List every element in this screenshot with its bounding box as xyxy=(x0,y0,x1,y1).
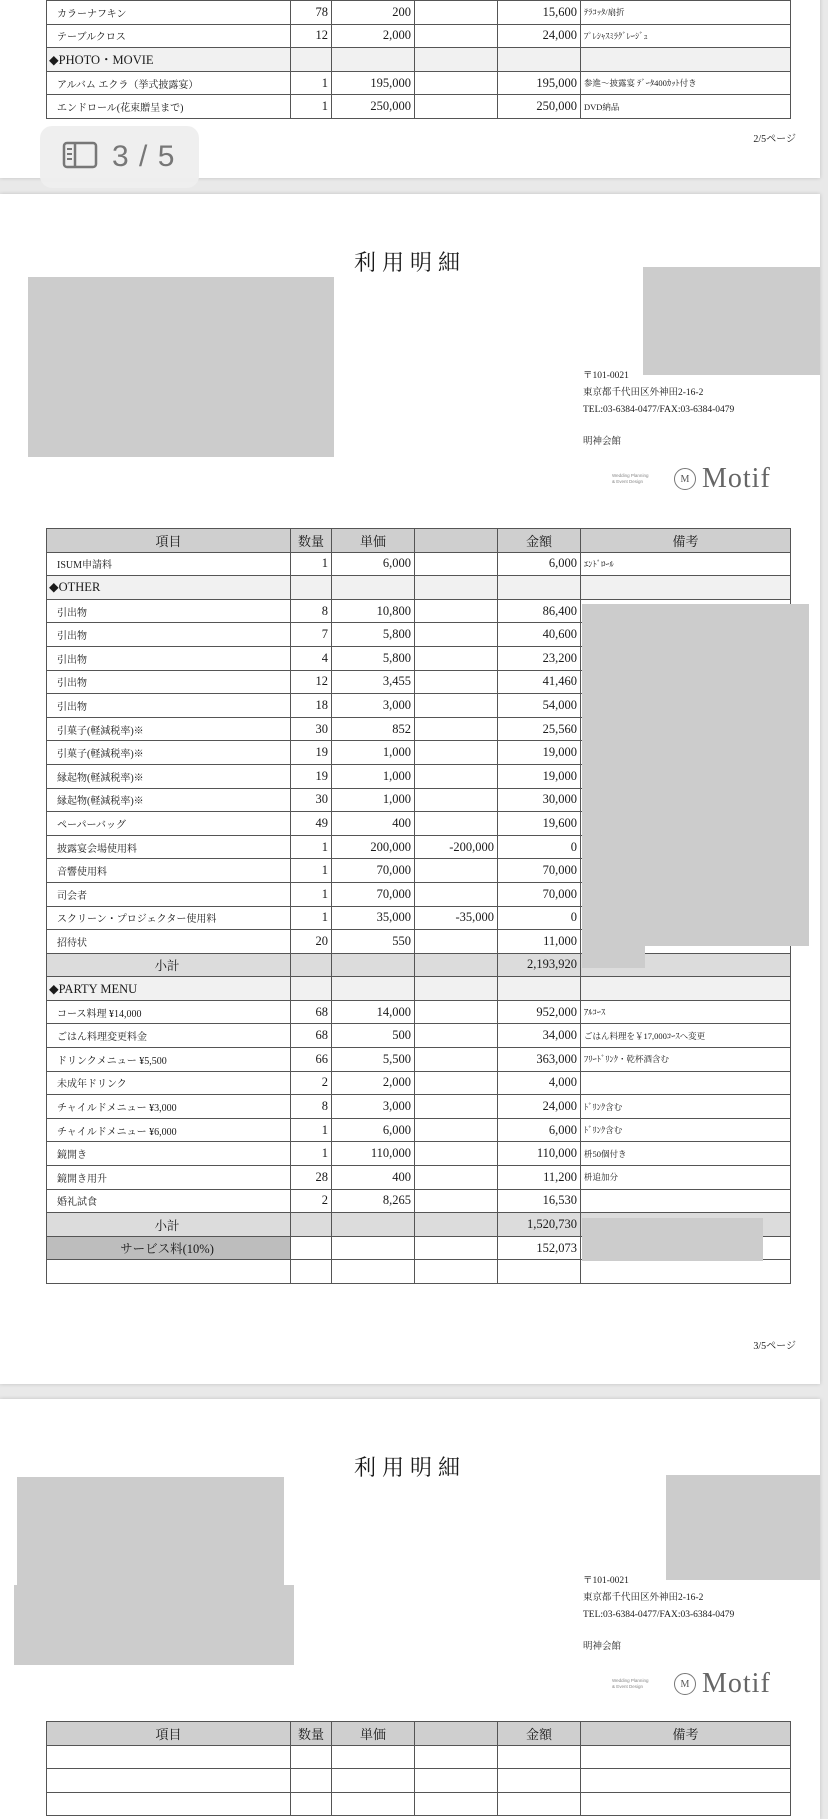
cell-amount: 11,000 xyxy=(498,930,581,954)
cell-note: 枡50個付き xyxy=(581,1142,791,1166)
table-row xyxy=(47,1769,791,1793)
cell-amount: 15,600 xyxy=(498,1,581,25)
cell-unit-price xyxy=(332,1213,415,1237)
cell-discount xyxy=(415,812,498,836)
logo-mark-icon: M xyxy=(674,468,696,490)
cell-item: エンドロール(花束贈呈まで) xyxy=(47,95,291,119)
cell-unit-price: 550 xyxy=(332,930,415,954)
empty-cell xyxy=(581,1769,791,1793)
table-row xyxy=(47,552,791,576)
cell-amount: 41,460 xyxy=(498,670,581,694)
cell-discount xyxy=(415,977,498,1001)
cell-item: 音響使用料 xyxy=(47,859,291,883)
cell-item: 引出物 xyxy=(47,670,291,694)
cell-discount xyxy=(415,953,498,977)
cell-unit-price xyxy=(332,1260,415,1284)
cell-amount xyxy=(498,977,581,1001)
cell-qty: 19 xyxy=(291,741,332,765)
table-row xyxy=(47,1166,791,1190)
redacted-block xyxy=(666,1475,820,1580)
redacted-block xyxy=(582,944,645,968)
cell-unit-price: 1,000 xyxy=(332,741,415,765)
cell-unit-price: 70,000 xyxy=(332,859,415,883)
cell-item: テーブルクロス xyxy=(47,24,291,48)
cell-item: カラーナフキン xyxy=(47,1,291,25)
cell-amount: 250,000 xyxy=(498,95,581,119)
page-number: 3/5ページ xyxy=(753,1341,796,1352)
cell-amount: 195,000 xyxy=(498,71,581,95)
cell-discount: -35,000 xyxy=(415,906,498,930)
cell-unit-price: 852 xyxy=(332,717,415,741)
table-row xyxy=(47,1,791,25)
cell-qty: 2 xyxy=(291,1071,332,1095)
section-row xyxy=(47,977,791,1001)
cell-qty: 1 xyxy=(291,859,332,883)
cell-item: 引菓子(軽減税率)※ xyxy=(47,717,291,741)
table-row xyxy=(47,1095,791,1119)
page-counter[interactable] xyxy=(40,126,199,188)
cell-discount xyxy=(415,1000,498,1024)
cell-qty: 1 xyxy=(291,1142,332,1166)
page-counter-text: 3 / 5 xyxy=(112,140,176,173)
cell-unit-price: 70,000 xyxy=(332,882,415,906)
cell-item: 引出物 xyxy=(47,623,291,647)
cell-qty xyxy=(291,953,332,977)
subtotal-row xyxy=(47,953,791,977)
cell-unit-price: 14,000 xyxy=(332,1000,415,1024)
cell-discount xyxy=(415,788,498,812)
table-header-row xyxy=(47,1722,791,1746)
cell-discount xyxy=(415,764,498,788)
section-row xyxy=(47,48,791,72)
table-row xyxy=(47,1118,791,1142)
cell-discount xyxy=(415,694,498,718)
empty-cell xyxy=(291,1769,332,1793)
cell-amount: 19,000 xyxy=(498,741,581,765)
cell-discount xyxy=(415,859,498,883)
cell-item: スクリーン・プロジェクター使用料 xyxy=(47,906,291,930)
cell-qty: 1 xyxy=(291,1118,332,1142)
cell-qty: 28 xyxy=(291,1166,332,1190)
invoice-table-page-4 xyxy=(46,1721,791,1816)
cell-unit-price: 6,000 xyxy=(332,552,415,576)
cell-unit-price xyxy=(332,48,415,72)
cell-discount xyxy=(415,1213,498,1237)
table-row xyxy=(47,71,791,95)
cell-qty: 4 xyxy=(291,646,332,670)
cell-item: 披露宴会場使用料 xyxy=(47,835,291,859)
cell-unit-price xyxy=(332,576,415,600)
cell-amount: 19,600 xyxy=(498,812,581,836)
cell-note: ﾄﾞﾘﾝｸ含む xyxy=(581,1095,791,1119)
cell-amount: 70,000 xyxy=(498,882,581,906)
table-row xyxy=(47,1260,791,1284)
cell-discount xyxy=(415,1142,498,1166)
cell-unit-price xyxy=(332,1236,415,1260)
cell-discount xyxy=(415,1189,498,1213)
cell-amount: 2,193,920 xyxy=(498,953,581,977)
cell-amount: 6,000 xyxy=(498,1118,581,1142)
phone-fax: TEL:03-6384-0477/FAX:03-6384-0479 xyxy=(583,405,735,415)
cell-unit-price: 3,455 xyxy=(332,670,415,694)
table-row xyxy=(47,1071,791,1095)
cell-qty: 18 xyxy=(291,694,332,718)
cell-amount: 11,200 xyxy=(498,1166,581,1190)
pdf-page-3 xyxy=(0,194,820,1384)
table-row xyxy=(47,1792,791,1816)
logo-wordmark: Motif xyxy=(702,1668,771,1699)
empty-cell xyxy=(415,1769,498,1793)
cell-discount xyxy=(415,1260,498,1284)
cell-qty: 1 xyxy=(291,835,332,859)
table-row xyxy=(47,1000,791,1024)
cell-discount xyxy=(415,882,498,906)
logo-tagline: Wedding Planning & Event Design xyxy=(612,1678,649,1689)
cell-item: 鏡開き用升 xyxy=(47,1166,291,1190)
table-row xyxy=(47,95,791,119)
cell-amount: 30,000 xyxy=(498,788,581,812)
col-header-qty: 数量 xyxy=(291,529,332,553)
redacted-block xyxy=(582,604,809,946)
cell-item: チャイルドメニュー ¥3,000 xyxy=(47,1095,291,1119)
cell-qty: 68 xyxy=(291,1000,332,1024)
street-address: 東京都千代田区外神田2-16-2 xyxy=(583,388,704,398)
empty-cell xyxy=(415,1792,498,1816)
cell-amount: 952,000 xyxy=(498,1000,581,1024)
cell-unit-price: 195,000 xyxy=(332,71,415,95)
col-header-unit-price: 単価 xyxy=(332,529,415,553)
cell-discount xyxy=(415,95,498,119)
empty-cell xyxy=(498,1745,581,1769)
cell-amount: 24,000 xyxy=(498,1095,581,1119)
logo-tagline: Wedding Planning & Event Design xyxy=(612,473,649,484)
cell-discount xyxy=(415,1071,498,1095)
cell-item: 招待状 xyxy=(47,930,291,954)
cell-unit-price: 6,000 xyxy=(332,1118,415,1142)
invoice-table-page-2 xyxy=(46,0,791,119)
cell-qty: 1 xyxy=(291,906,332,930)
cell-qty: 8 xyxy=(291,1095,332,1119)
cell-item: 婚礼試食 xyxy=(47,1189,291,1213)
motif-logo xyxy=(612,463,771,495)
cell-qty: 30 xyxy=(291,788,332,812)
cell-discount xyxy=(415,930,498,954)
sidebar-toggle-icon[interactable] xyxy=(62,141,98,174)
redacted-block xyxy=(17,1477,284,1586)
table-row xyxy=(47,1189,791,1213)
cell-discount xyxy=(415,71,498,95)
cell-note: ごはん料理を￥17,000ｺｰｽへ変更 xyxy=(581,1024,791,1048)
empty-cell xyxy=(581,1792,791,1816)
cell-discount xyxy=(415,1024,498,1048)
cell-item: コース料理 ¥14,000 xyxy=(47,1000,291,1024)
cell-amount: 86,400 xyxy=(498,599,581,623)
cell-item: チャイルドメニュー ¥6,000 xyxy=(47,1118,291,1142)
empty-cell xyxy=(332,1792,415,1816)
cell-unit-price: 200,000 xyxy=(332,835,415,859)
cell-qty xyxy=(291,1260,332,1284)
cell-discount xyxy=(415,48,498,72)
cell-unit-price: 35,000 xyxy=(332,906,415,930)
empty-cell xyxy=(291,1792,332,1816)
cell-qty: 2 xyxy=(291,1189,332,1213)
empty-cell xyxy=(498,1769,581,1793)
cell-qty xyxy=(291,48,332,72)
col-header-discount xyxy=(415,529,498,553)
cell-discount xyxy=(415,576,498,600)
cell-amount: 0 xyxy=(498,906,581,930)
cell-unit-price: 1,000 xyxy=(332,764,415,788)
redacted-block xyxy=(14,1585,294,1665)
cell-note: ｱﾙｺｰｽ xyxy=(581,1000,791,1024)
cell-unit-price: 5,500 xyxy=(332,1048,415,1072)
cell-item: 司会者 xyxy=(47,882,291,906)
cell-qty: 1 xyxy=(291,71,332,95)
cell-item: ◆PHOTO・MOVIE xyxy=(47,48,291,72)
logo-wordmark: Motif xyxy=(702,463,771,494)
cell-qty: 1 xyxy=(291,882,332,906)
logo-mark-icon: M xyxy=(674,1673,696,1695)
document-title: 利用明細 xyxy=(353,1455,466,1480)
cell-qty: 1 xyxy=(291,95,332,119)
cell-amount: 40,600 xyxy=(498,623,581,647)
cell-note xyxy=(581,576,791,600)
col-header-qty: 数量 xyxy=(291,1722,332,1746)
cell-discount: -200,000 xyxy=(415,835,498,859)
page-number: 2/5ページ xyxy=(753,134,796,145)
postal-code: 〒101-0021 xyxy=(583,1576,629,1586)
col-header-discount xyxy=(415,1722,498,1746)
cell-note: ﾌﾟﾚｼｬｽﾐﾗｸﾞﾚｰｼﾞｭ xyxy=(581,24,791,48)
cell-discount xyxy=(415,1118,498,1142)
cell-item: 縁起物(軽減税率)※ xyxy=(47,788,291,812)
cell-amount: 1,520,730 xyxy=(498,1213,581,1237)
col-header-item: 項目 xyxy=(47,529,291,553)
cell-unit-price: 2,000 xyxy=(332,1071,415,1095)
cell-amount: 152,073 xyxy=(498,1236,581,1260)
col-header-note: 備考 xyxy=(581,1722,791,1746)
cell-unit-price xyxy=(332,977,415,1001)
empty-cell xyxy=(291,1745,332,1769)
cell-discount xyxy=(415,646,498,670)
cell-qty: 12 xyxy=(291,24,332,48)
col-header-note: 備考 xyxy=(581,529,791,553)
venue-name: 明神会館 xyxy=(583,1642,622,1652)
cell-note xyxy=(581,1071,791,1095)
cell-note: ﾄﾞﾘﾝｸ含む xyxy=(581,1118,791,1142)
cell-qty: 8 xyxy=(291,599,332,623)
cell-unit-price: 400 xyxy=(332,812,415,836)
empty-cell xyxy=(581,1745,791,1769)
cell-amount: 19,000 xyxy=(498,764,581,788)
cell-qty: 49 xyxy=(291,812,332,836)
cell-note: ﾌﾘｰﾄﾞﾘﾝｸ・乾杯酒含む xyxy=(581,1048,791,1072)
section-row xyxy=(47,576,791,600)
street-address: 東京都千代田区外神田2-16-2 xyxy=(583,1593,704,1603)
cell-unit-price: 5,800 xyxy=(332,623,415,647)
empty-cell xyxy=(332,1745,415,1769)
col-header-amount: 金額 xyxy=(498,529,581,553)
table-header-row xyxy=(47,529,791,553)
cell-discount xyxy=(415,623,498,647)
empty-cell xyxy=(47,1769,291,1793)
cell-amount: 23,200 xyxy=(498,646,581,670)
cell-note xyxy=(581,1260,791,1284)
table-row xyxy=(47,1745,791,1769)
col-header-amount: 金額 xyxy=(498,1722,581,1746)
cell-note xyxy=(581,977,791,1001)
cell-qty: 19 xyxy=(291,764,332,788)
col-header-item: 項目 xyxy=(47,1722,291,1746)
cell-note: 参進～披露宴 ﾃﾞｰﾀ400ｶｯﾄ付き xyxy=(581,71,791,95)
cell-item: 引出物 xyxy=(47,694,291,718)
cell-note xyxy=(581,48,791,72)
cell-unit-price: 3,000 xyxy=(332,1095,415,1119)
cell-discount xyxy=(415,717,498,741)
cell-qty: 12 xyxy=(291,670,332,694)
cell-qty xyxy=(291,576,332,600)
cell-discount xyxy=(415,1,498,25)
empty-cell xyxy=(47,1792,291,1816)
venue-name: 明神会館 xyxy=(583,437,622,447)
empty-cell xyxy=(415,1745,498,1769)
cell-qty: 20 xyxy=(291,930,332,954)
pdf-page-4 xyxy=(0,1399,820,1819)
cell-item: ◆PARTY MENU xyxy=(47,977,291,1001)
cell-unit-price: 8,265 xyxy=(332,1189,415,1213)
cell-discount xyxy=(415,670,498,694)
redacted-block xyxy=(643,267,820,375)
cell-qty: 66 xyxy=(291,1048,332,1072)
cell-unit-price: 500 xyxy=(332,1024,415,1048)
cell-item: ペーパーバッグ xyxy=(47,812,291,836)
cell-item: 小計 xyxy=(47,1213,291,1237)
cell-item: 小計 xyxy=(47,953,291,977)
table-row xyxy=(47,1048,791,1072)
cell-amount: 16,530 xyxy=(498,1189,581,1213)
cell-amount xyxy=(498,48,581,72)
phone-fax: TEL:03-6384-0477/FAX:03-6384-0479 xyxy=(583,1610,735,1620)
cell-discount xyxy=(415,1095,498,1119)
postal-code: 〒101-0021 xyxy=(583,371,629,381)
cell-discount xyxy=(415,552,498,576)
cell-item: 縁起物(軽減税率)※ xyxy=(47,764,291,788)
cell-item xyxy=(47,1260,291,1284)
cell-amount: 70,000 xyxy=(498,859,581,883)
company-address xyxy=(583,368,734,451)
redacted-block xyxy=(28,277,334,457)
cell-unit-price: 1,000 xyxy=(332,788,415,812)
cell-unit-price: 400 xyxy=(332,1166,415,1190)
cell-amount: 34,000 xyxy=(498,1024,581,1048)
table-row xyxy=(47,1024,791,1048)
cell-item: 引出物 xyxy=(47,646,291,670)
cell-amount: 54,000 xyxy=(498,694,581,718)
cell-amount: 24,000 xyxy=(498,24,581,48)
cell-qty: 30 xyxy=(291,717,332,741)
table-row xyxy=(47,24,791,48)
cell-discount xyxy=(415,1048,498,1072)
cell-item: ISUM申請料 xyxy=(47,552,291,576)
cell-qty xyxy=(291,1213,332,1237)
cell-unit-price: 5,800 xyxy=(332,646,415,670)
cell-discount xyxy=(415,599,498,623)
company-address xyxy=(583,1573,734,1656)
cell-qty: 7 xyxy=(291,623,332,647)
cell-unit-price: 200 xyxy=(332,1,415,25)
cell-note: 枡追加分 xyxy=(581,1166,791,1190)
cell-amount xyxy=(498,576,581,600)
cell-item: アルバム エクラ（挙式披露宴） xyxy=(47,71,291,95)
motif-logo xyxy=(612,1668,771,1700)
cell-amount xyxy=(498,1260,581,1284)
cell-amount: 0 xyxy=(498,835,581,859)
cell-item: 引菓子(軽減税率)※ xyxy=(47,741,291,765)
table-row xyxy=(47,1142,791,1166)
cell-amount: 25,560 xyxy=(498,717,581,741)
cell-discount xyxy=(415,741,498,765)
cell-discount xyxy=(415,24,498,48)
cell-discount xyxy=(415,1236,498,1260)
cell-note xyxy=(581,1189,791,1213)
cell-qty: 1 xyxy=(291,552,332,576)
cell-amount: 110,000 xyxy=(498,1142,581,1166)
cell-item: ごはん料理変更料金 xyxy=(47,1024,291,1048)
cell-amount: 363,000 xyxy=(498,1048,581,1072)
cell-note: ｴﾝﾄﾞﾛｰﾙ xyxy=(581,552,791,576)
cell-note: ﾃﾗｺｯﾀ/扇折 xyxy=(581,1,791,25)
empty-cell xyxy=(498,1792,581,1816)
cell-unit-price xyxy=(332,953,415,977)
empty-cell xyxy=(332,1769,415,1793)
cell-item: サービス料(10%) xyxy=(47,1236,291,1260)
cell-unit-price: 250,000 xyxy=(332,95,415,119)
cell-qty: 78 xyxy=(291,1,332,25)
cell-amount: 6,000 xyxy=(498,552,581,576)
col-header-unit-price: 単価 xyxy=(332,1722,415,1746)
cell-item: ◆OTHER xyxy=(47,576,291,600)
empty-cell xyxy=(47,1745,291,1769)
cell-item: ドリンクメニュー ¥5,500 xyxy=(47,1048,291,1072)
cell-unit-price: 2,000 xyxy=(332,24,415,48)
document-title: 利用明細 xyxy=(353,250,466,275)
cell-note: DVD納品 xyxy=(581,95,791,119)
cell-qty: 68 xyxy=(291,1024,332,1048)
cell-item: 引出物 xyxy=(47,599,291,623)
redacted-block xyxy=(582,1218,763,1261)
cell-discount xyxy=(415,1166,498,1190)
cell-item: 未成年ドリンク xyxy=(47,1071,291,1095)
cell-item: 鏡開き xyxy=(47,1142,291,1166)
cell-qty xyxy=(291,977,332,1001)
cell-qty xyxy=(291,1236,332,1260)
cell-unit-price: 110,000 xyxy=(332,1142,415,1166)
cell-unit-price: 3,000 xyxy=(332,694,415,718)
cell-unit-price: 10,800 xyxy=(332,599,415,623)
cell-amount: 4,000 xyxy=(498,1071,581,1095)
